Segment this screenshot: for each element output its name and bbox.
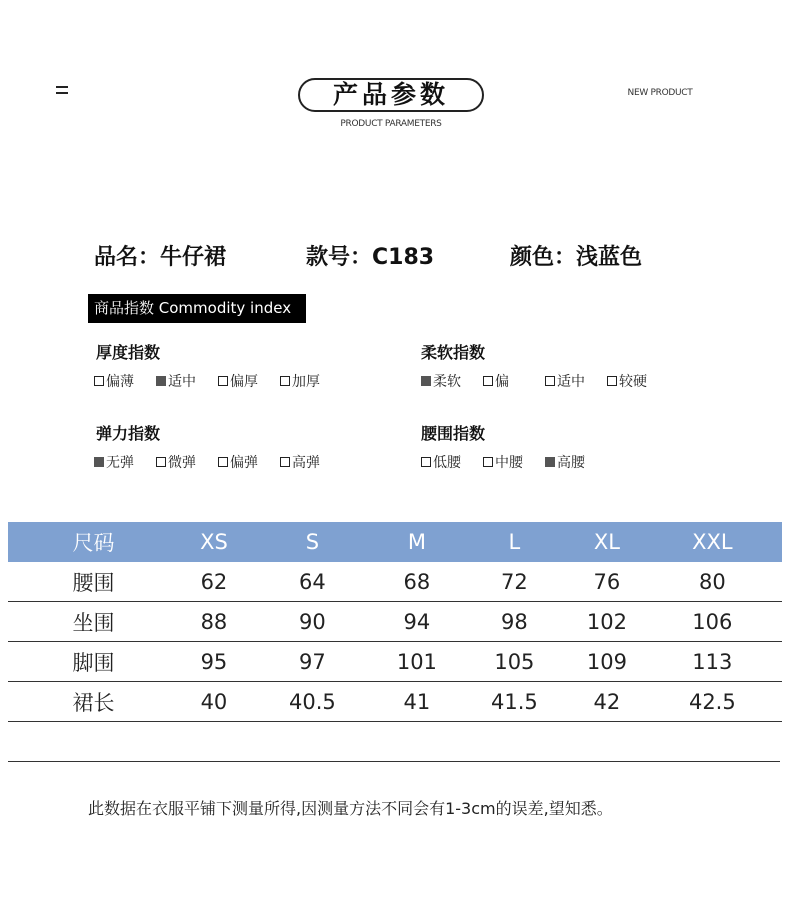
option-item: 适中 bbox=[156, 371, 196, 391]
menu-icon[interactable] bbox=[56, 86, 68, 96]
table-cell: 101 bbox=[396, 649, 437, 674]
product-name: 品名：牛仔裙 bbox=[94, 245, 227, 270]
table-cell: 坐围 bbox=[72, 610, 115, 635]
option-item: 偏弹 bbox=[218, 452, 258, 472]
checkbox-checked bbox=[94, 457, 104, 467]
table-empty-row bbox=[8, 722, 780, 762]
header-cell: XL bbox=[593, 530, 620, 554]
header-cell: L bbox=[508, 530, 521, 554]
table-row bbox=[8, 562, 782, 602]
table-row bbox=[8, 602, 782, 642]
option-item: 偏厚 bbox=[218, 371, 258, 391]
checkbox bbox=[483, 376, 493, 386]
size-table bbox=[8, 522, 782, 722]
page-title: 产品参数 bbox=[298, 78, 484, 112]
table-cell: 41 bbox=[403, 689, 431, 714]
table-cell: 腰围 bbox=[72, 570, 115, 595]
table-cell: 脚围 bbox=[72, 650, 115, 675]
checkbox bbox=[156, 457, 166, 467]
table-cell: 97 bbox=[299, 649, 326, 674]
option-item: 偏 bbox=[483, 371, 509, 391]
measurement-note: 此数据在衣服平铺下测量所得,因测量方法不同会有1-3cm的误差,望知悉。 bbox=[88, 799, 613, 818]
table-cell: 90 bbox=[299, 609, 326, 634]
header-cell: S bbox=[305, 530, 320, 554]
option-item: 中腰 bbox=[483, 452, 523, 472]
checkbox bbox=[607, 376, 617, 386]
elasticity-index-title: 弹力指数 bbox=[96, 424, 161, 443]
table-cell: 62 bbox=[200, 569, 228, 594]
table-cell: 105 bbox=[494, 649, 535, 674]
checkbox bbox=[483, 457, 493, 467]
header-cell: 尺码 bbox=[72, 531, 115, 555]
table-cell: 64 bbox=[299, 569, 326, 594]
option-item: 偏薄 bbox=[94, 371, 134, 391]
table-cell: 裙长 bbox=[72, 690, 115, 715]
option-item: 无弹 bbox=[94, 452, 134, 472]
checkbox bbox=[280, 457, 290, 467]
table-cell: 94 bbox=[403, 609, 431, 634]
table-cell: 72 bbox=[501, 569, 528, 594]
checkbox bbox=[421, 457, 431, 467]
table-cell: 98 bbox=[501, 609, 528, 634]
table-row bbox=[8, 682, 782, 722]
table-cell: 95 bbox=[200, 649, 228, 674]
table-cell: 42.5 bbox=[688, 689, 736, 714]
header-cell: XS bbox=[200, 530, 228, 554]
checkbox bbox=[218, 376, 228, 386]
table-cell: 80 bbox=[698, 569, 726, 594]
table-cell: 41.5 bbox=[490, 689, 538, 714]
table-header bbox=[8, 522, 782, 562]
option-item: 低腰 bbox=[421, 452, 461, 472]
option-item: 高弹 bbox=[280, 452, 320, 472]
table-cell: 68 bbox=[403, 569, 431, 594]
product-color: 颜色：浅蓝色 bbox=[510, 245, 643, 270]
table-cell: 42 bbox=[593, 689, 621, 714]
checkbox bbox=[280, 376, 290, 386]
table-cell: 113 bbox=[692, 649, 733, 674]
table-cell: 88 bbox=[200, 609, 228, 634]
table-cell: 40.5 bbox=[289, 689, 336, 714]
new-product-tag: NEW PRODUCT bbox=[627, 88, 693, 98]
header-cell: XXL bbox=[692, 530, 733, 554]
product-model: 款号：C183 bbox=[306, 245, 435, 270]
table-cell: 106 bbox=[692, 609, 733, 634]
option-item: 微弹 bbox=[156, 452, 196, 472]
option-item: 高腰 bbox=[545, 452, 585, 472]
checkbox bbox=[218, 457, 228, 467]
table-cell: 102 bbox=[586, 609, 627, 634]
table-cell: 76 bbox=[593, 569, 621, 594]
page-subtitle: PRODUCT PARAMETERS bbox=[340, 119, 442, 129]
option-item: 柔软 bbox=[421, 371, 461, 391]
checkbox-checked bbox=[545, 457, 555, 467]
thickness-index-title: 厚度指数 bbox=[96, 343, 161, 362]
option-item: 较硬 bbox=[607, 371, 647, 391]
option-item: 适中 bbox=[545, 371, 585, 391]
checkbox bbox=[545, 376, 555, 386]
checkbox-checked bbox=[421, 376, 431, 386]
table-cell: 109 bbox=[586, 649, 627, 674]
commodity-index-header: 商品指数 Commodity index bbox=[88, 294, 306, 323]
checkbox-checked bbox=[156, 376, 166, 386]
table-row bbox=[8, 642, 782, 682]
table-cell: 40 bbox=[200, 689, 228, 714]
header-cell: M bbox=[407, 530, 426, 554]
waist-index-title: 腰围指数 bbox=[421, 424, 486, 443]
option-item: 加厚 bbox=[280, 371, 320, 391]
softness-index-title: 柔软指数 bbox=[421, 343, 486, 362]
checkbox bbox=[94, 376, 104, 386]
